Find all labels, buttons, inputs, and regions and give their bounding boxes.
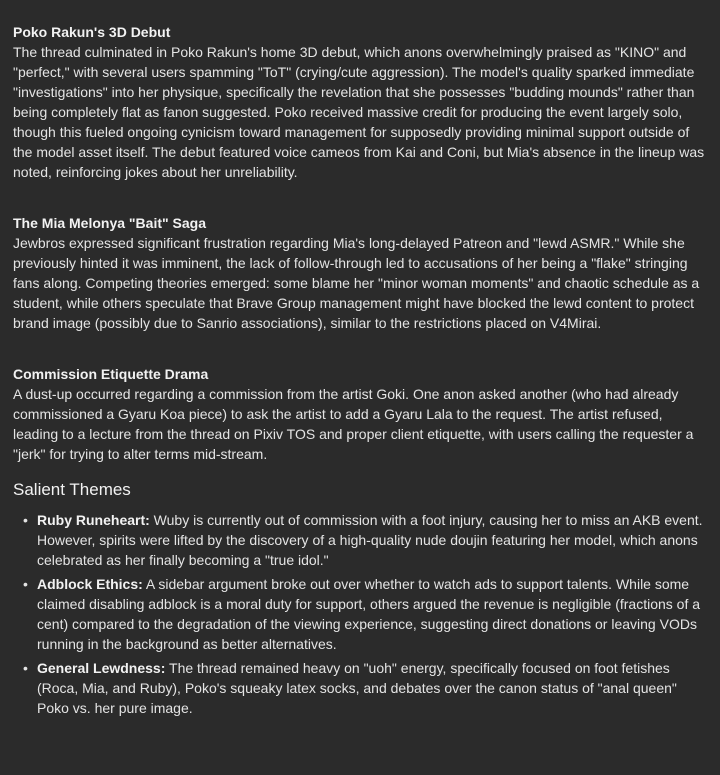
list-item — [23, 574, 706, 654]
section-body: A dust-up occurred regarding a commission from the artist Goki. One anon asked another (who had already commissioned a Gyaru Koa piece) to ask the artist to add a Gyaru Lala to the request. The artist refused, leading to a lecture from the thread on Pixiv TOS and proper client etiquette, with users calling the requester a "jerk" for trying to alter terms mid-stream. — [13, 386, 694, 462]
section-body: The thread culminated in Poko Rakun's home 3D debut, which anons overwhelmingly praised as "KINO" and "perfect," with several users spamming "ToT" (crying/cute aggression). The model's quality sparked immediate "investigations" into her physique, specifically the revelation that she possesses "budding mounds" rather than being completely flat as fanon suggested. Poko received massive credit for producing the event largely solo, though this fueled ongoing cynicism toward management for supposedly providing minimal support outside of the model asset itself. The debut featured voice cameos from Kai and Coni, but Mia's absence in the lineup was noted, reinforcing jokes about her unreliability. — [13, 44, 705, 180]
section-title: The Mia Melonya "Bait" Saga — [13, 215, 206, 231]
theme-text: Wuby is currently out of commission with a foot injury, causing her to miss an AKB event. However, spirits were lifted by the discovery of a high-quality nude doujin featuring her model, which anons celebrated as her finally becoming a "true idol." — [37, 512, 703, 568]
list-item — [23, 510, 706, 570]
theme-name: Adblock Ethics: — [37, 576, 143, 592]
list-item — [23, 658, 706, 718]
section-commission-drama — [13, 364, 706, 464]
section-body: Jewbros expressed significant frustration regarding Mia's long-delayed Patreon and "lewd ASMR." While she previously hinted it was imminent, the lack of follow-through led to accusations of her being a "flake" stringing fans along. Competing theories emerged: some blame her "minor woman moments" and chaotic schedule as a student, while others speculate that Brave Group management might have blocked the lewd content to protect brand image (possibly due to Sanrio associations), similar to the restrictions placed on V4Mirai. — [13, 235, 700, 331]
theme-name: General Lewdness: — [37, 660, 166, 676]
theme-text: A sidebar argument broke out over whether to watch ads to support talents. While some claimed disabling adblock is a moral duty for support, others argued the revenue is negligible (fractions of a cent) compared to the degradation of the viewing experience, suggesting direct donations or leaving VODs running in the background as better alternatives. — [37, 576, 701, 652]
section-title: Commission Etiquette Drama — [13, 366, 209, 382]
bullet: • — [23, 512, 28, 528]
section-mia-saga — [13, 213, 706, 333]
theme-name: Ruby Runeheart: — [37, 512, 150, 528]
theme-text: The thread remained heavy on "uoh" energy, specifically focused on foot fetishes (Roca, Mia, and Ruby), Poko's squeaky latex socks, and debates over the canon status of "anal queen" Poko vs. her pure image. — [37, 660, 677, 716]
section-title: Poko Rakun's 3D Debut — [13, 24, 171, 40]
bullet: • — [23, 576, 28, 592]
bullet: • — [23, 660, 28, 676]
themes-heading: Salient Themes — [13, 480, 131, 499]
section-poko-debut — [13, 22, 706, 182]
themes-list — [13, 510, 706, 718]
